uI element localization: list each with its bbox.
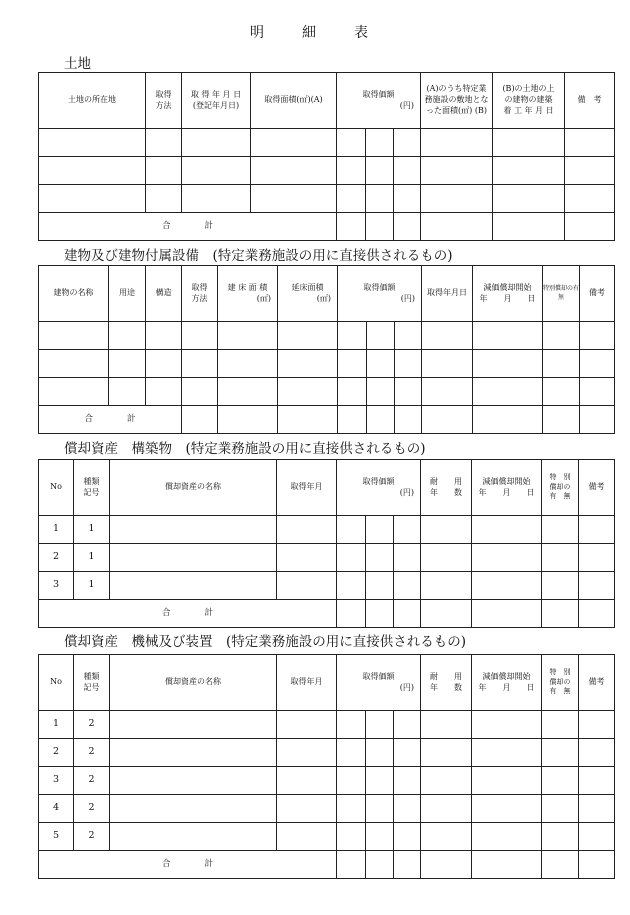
input-cell[interactable] [580,378,615,406]
input-cell[interactable] [394,516,421,544]
col-building-start: (B)の土地の上 の建物の建築 着 工 年 月 日 [493,73,565,129]
input-cell[interactable] [421,767,472,795]
input-cell[interactable] [337,600,366,628]
input-cell[interactable] [421,711,472,739]
row-kind: 2 [74,823,110,851]
col-useful-life: 耐 用 年 数 [421,655,472,711]
row-kind: 1 [74,572,110,600]
input-cell[interactable] [422,350,473,378]
col-special-depreciation: 特別償却の有無 [543,266,580,322]
input-cell[interactable] [542,711,579,739]
input-cell[interactable] [110,823,277,851]
input-cell[interactable] [579,823,615,851]
table-row [39,350,615,378]
input-cell[interactable] [422,406,473,434]
input-cell[interactable] [182,350,218,378]
table-row [39,739,615,767]
input-cell[interactable] [337,851,366,879]
input-cell[interactable] [278,406,338,434]
input-cell[interactable] [366,157,394,185]
input-cell[interactable] [473,350,543,378]
col-kind: 種類 記号 [74,655,110,711]
input-cell[interactable] [146,322,182,350]
input-cell[interactable] [277,572,337,600]
input-cell[interactable] [565,157,615,185]
input-cell[interactable] [394,185,421,213]
input-cell[interactable] [110,767,277,795]
input-cell[interactable] [473,406,543,434]
input-cell[interactable] [472,823,542,851]
structures-table [38,459,615,628]
row-kind: 1 [74,516,110,544]
input-cell[interactable] [579,795,615,823]
land-section-heading: 土地 [64,56,91,72]
input-cell[interactable] [146,157,182,185]
input-cell[interactable] [579,851,615,879]
col-use: 用途 [109,266,146,322]
col-price: 取得価額 (円) [337,73,421,129]
col-acquisition-date: 取 得 年 月 日 (登記年月日) [182,73,251,129]
input-cell[interactable] [337,157,366,185]
input-cell[interactable] [366,739,394,767]
row-no: 4 [39,795,74,823]
table-row [39,516,615,544]
input-cell[interactable] [337,711,366,739]
input-cell[interactable] [110,739,277,767]
machinery-table [38,654,615,879]
input-cell[interactable] [473,322,543,350]
input-cell[interactable] [182,322,218,350]
input-cell[interactable] [542,516,579,544]
col-price: 取得価額 (円) [338,266,422,322]
structures-header-row [39,460,615,516]
input-cell[interactable] [543,350,580,378]
col-total-floor-area: 延床面積 (㎡) [278,266,338,322]
input-cell[interactable] [472,516,542,544]
col-no: No [39,655,74,711]
input-cell[interactable] [366,516,394,544]
total-label: 合 計 [39,851,337,879]
input-cell[interactable] [421,795,472,823]
row-no: 2 [39,739,74,767]
input-cell[interactable] [473,378,543,406]
col-note: 備考 [579,460,615,516]
col-location: 土地の所在地 [39,73,146,129]
col-acquisition-month: 取得年月 [277,460,337,516]
input-cell[interactable] [337,129,366,157]
input-cell[interactable] [580,406,615,434]
input-cell[interactable] [579,739,615,767]
input-cell[interactable] [182,378,218,406]
input-cell[interactable] [218,378,278,406]
input-cell[interactable] [394,544,421,572]
input-cell[interactable] [110,516,277,544]
input-cell[interactable] [337,795,366,823]
input-cell[interactable] [338,350,367,378]
input-cell[interactable] [110,795,277,823]
table-row [39,767,615,795]
machinery-header-row [39,655,615,711]
input-cell[interactable] [337,572,366,600]
input-cell[interactable] [542,823,579,851]
input-cell[interactable] [110,711,277,739]
input-cell[interactable] [338,378,367,406]
input-cell[interactable] [565,129,615,157]
col-useful-life: 耐 用 年 数 [421,460,472,516]
input-cell[interactable] [580,350,615,378]
input-cell[interactable] [543,322,580,350]
input-cell[interactable] [39,322,109,350]
input-cell[interactable] [182,157,251,185]
input-cell[interactable] [394,823,421,851]
table-row [39,322,615,350]
input-cell[interactable] [367,322,395,350]
input-cell[interactable] [395,378,422,406]
land-table [38,72,615,241]
input-cell[interactable] [422,378,473,406]
input-cell[interactable] [580,322,615,350]
input-cell[interactable] [543,378,580,406]
input-cell[interactable] [366,823,394,851]
input-cell[interactable] [394,157,421,185]
input-cell[interactable] [337,823,366,851]
input-cell[interactable] [472,767,542,795]
building-header-row [39,266,615,322]
input-cell[interactable] [394,851,421,879]
col-special-area: (A)のうち特定業 務施設の敷地とな った面積(㎡) (B) [421,73,493,129]
input-cell[interactable] [395,406,422,434]
table-row [39,157,615,185]
input-cell[interactable] [542,767,579,795]
input-cell[interactable] [366,795,394,823]
input-cell[interactable] [422,322,473,350]
input-cell[interactable] [278,378,338,406]
input-cell[interactable] [277,711,337,739]
input-cell[interactable] [146,185,182,213]
input-cell[interactable] [542,600,579,628]
input-cell[interactable] [218,350,278,378]
input-cell[interactable] [421,129,493,157]
input-cell[interactable] [565,185,615,213]
input-cell[interactable] [277,739,337,767]
input-cell[interactable] [337,544,366,572]
col-structure: 構造 [146,266,182,322]
input-cell[interactable] [394,739,421,767]
col-acquisition-month: 取得年月 [277,655,337,711]
input-cell[interactable] [472,739,542,767]
input-cell[interactable] [394,795,421,823]
input-cell[interactable] [251,185,337,213]
input-cell[interactable] [472,795,542,823]
input-cell[interactable] [579,572,615,600]
input-cell[interactable] [542,851,579,879]
input-cell[interactable] [472,851,542,879]
structures-section-heading: 償却資産 構築物 (特定業務施設の用に直接供されるもの) [64,441,426,457]
input-cell[interactable] [110,572,277,600]
input-cell[interactable] [472,600,542,628]
input-cell[interactable] [39,185,146,213]
row-kind: 2 [74,795,110,823]
total-row [39,851,615,879]
input-cell[interactable] [39,378,109,406]
input-cell[interactable] [182,185,251,213]
table-row [39,823,615,851]
input-cell[interactable] [366,572,394,600]
input-cell[interactable] [338,322,367,350]
input-cell[interactable] [182,406,218,434]
land-header-row [39,73,615,129]
machinery-section-heading: 償却資産 機械及び装置 (特定業務施設の用に直接供されるもの) [64,634,467,650]
input-cell[interactable] [277,823,337,851]
row-kind: 2 [74,767,110,795]
input-cell[interactable] [421,851,472,879]
input-cell[interactable] [366,600,394,628]
input-cell[interactable] [366,129,394,157]
input-cell[interactable] [367,378,395,406]
row-no: 5 [39,823,74,851]
input-cell[interactable] [421,213,493,241]
input-cell[interactable] [278,350,338,378]
input-cell[interactable] [146,129,182,157]
input-cell[interactable] [39,157,146,185]
col-note: 備考 [580,266,615,322]
input-cell[interactable] [421,823,472,851]
input-cell[interactable] [493,129,565,157]
col-depreciation-start: 減価償却開始 年 月 日 [472,655,542,711]
row-kind: 1 [74,544,110,572]
col-area: 取得面積(㎡)(A) [251,73,337,129]
input-cell[interactable] [337,516,366,544]
input-cell[interactable] [277,767,337,795]
col-special-depreciation: 特 別 償却の 有 無 [542,655,579,711]
total-label: 合 計 [39,213,337,241]
page-title: 明 細 表 [250,25,380,41]
input-cell[interactable] [543,406,580,434]
col-floor-area: 建 床 面 積 (㎡) [218,266,278,322]
col-depreciation-start: 減価償却開始 年 月 日 [472,460,542,516]
total-label: 合 計 [39,406,182,434]
row-kind: 2 [74,711,110,739]
input-cell[interactable] [579,767,615,795]
row-no: 1 [39,516,74,544]
col-no: No [39,460,74,516]
input-cell[interactable] [472,572,542,600]
input-cell[interactable] [493,213,565,241]
input-cell[interactable] [395,322,422,350]
input-cell[interactable] [421,157,493,185]
building-section-heading: 建物及び建物付属設備 (特定業務施設の用に直接供されるもの) [64,248,453,264]
row-kind: 2 [74,739,110,767]
input-cell[interactable] [421,739,472,767]
input-cell[interactable] [421,600,472,628]
input-cell[interactable] [337,185,366,213]
row-no: 2 [39,544,74,572]
input-cell[interactable] [277,516,337,544]
input-cell[interactable] [338,406,367,434]
row-no: 3 [39,572,74,600]
input-cell[interactable] [277,795,337,823]
input-cell[interactable] [337,213,366,241]
table-row [39,572,615,600]
table-row [39,185,615,213]
table-row [39,544,615,572]
total-row [39,406,615,434]
col-note: 備 考 [565,73,615,129]
total-row [39,600,615,628]
input-cell[interactable] [218,406,278,434]
table-row [39,129,615,157]
input-cell[interactable] [367,350,395,378]
input-cell[interactable] [251,129,337,157]
input-cell[interactable] [579,600,615,628]
table-row [39,795,615,823]
input-cell[interactable] [542,572,579,600]
input-cell[interactable] [542,544,579,572]
input-cell[interactable] [110,544,277,572]
input-cell[interactable] [218,322,278,350]
input-cell[interactable] [472,544,542,572]
col-kind: 種類 記号 [74,460,110,516]
row-no: 1 [39,711,74,739]
input-cell[interactable] [109,378,146,406]
col-method: 取得 方法 [146,73,182,129]
input-cell[interactable] [366,851,394,879]
col-special-depreciation: 特 別 償却の 有 無 [542,460,579,516]
col-price: 取得価額 (円) [337,655,421,711]
input-cell[interactable] [337,739,366,767]
input-cell[interactable] [395,350,422,378]
col-asset-name: 償却資産の名称 [110,460,277,516]
row-no: 3 [39,767,74,795]
input-cell[interactable] [542,795,579,823]
input-cell[interactable] [146,350,182,378]
input-cell[interactable] [39,129,146,157]
building-table [38,265,615,434]
input-cell[interactable] [39,350,109,378]
input-cell[interactable] [394,213,421,241]
input-cell[interactable] [182,129,251,157]
input-cell[interactable] [394,600,421,628]
col-depreciation-start: 減価償却開始 年 月 日 [473,266,543,322]
input-cell[interactable] [337,767,366,795]
input-cell[interactable] [251,157,337,185]
input-cell[interactable] [277,544,337,572]
input-cell[interactable] [394,767,421,795]
input-cell[interactable] [394,572,421,600]
col-building-name: 建物の名称 [39,266,109,322]
input-cell[interactable] [472,711,542,739]
col-acquisition-date: 取得年月日 [422,266,473,322]
input-cell[interactable] [146,378,182,406]
input-cell[interactable] [421,185,493,213]
input-cell[interactable] [278,322,338,350]
input-cell[interactable] [366,767,394,795]
table-row [39,378,615,406]
input-cell[interactable] [542,739,579,767]
total-row [39,213,615,241]
input-cell[interactable] [579,544,615,572]
input-cell[interactable] [579,516,615,544]
input-cell[interactable] [366,711,394,739]
table-row [39,711,615,739]
input-cell[interactable] [493,185,565,213]
total-label: 合 計 [39,600,337,628]
col-price: 取得価額 (円) [337,460,421,516]
input-cell[interactable] [421,516,472,544]
input-cell[interactable] [366,185,394,213]
col-method: 取得 方法 [182,266,218,322]
input-cell[interactable] [565,213,615,241]
input-cell[interactable] [109,322,146,350]
col-asset-name: 償却資産の名称 [110,655,277,711]
input-cell[interactable] [421,572,472,600]
input-cell[interactable] [394,129,421,157]
input-cell[interactable] [421,544,472,572]
input-cell[interactable] [367,406,395,434]
input-cell[interactable] [366,213,394,241]
input-cell[interactable] [493,157,565,185]
input-cell[interactable] [366,544,394,572]
input-cell[interactable] [579,711,615,739]
col-note: 備考 [579,655,615,711]
input-cell[interactable] [109,350,146,378]
input-cell[interactable] [394,711,421,739]
